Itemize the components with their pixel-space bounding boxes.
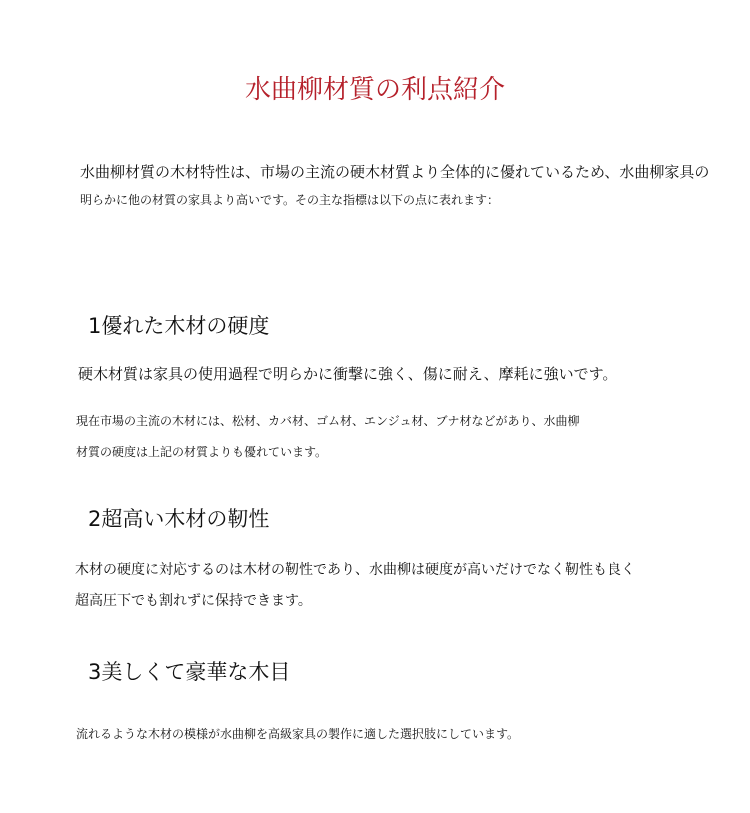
intro-line-1: 水曲柳材質の木材特性は、市場の主流の硬木材質より全体的に優れているため、水曲柳家具の: [80, 163, 710, 181]
section-heading-hardness: 1優れた木材の硬度: [88, 314, 270, 338]
section-body-grain: 流れるような木材の模様が水曲柳を高級家具の製作に適した選択肢にしています。: [76, 727, 520, 741]
section-detail-line-2: 材質の硬度は上記の材質よりも優れています。: [76, 445, 328, 459]
page-title: 水曲柳材質の利点紹介: [244, 75, 505, 105]
section-body-line-2: 超高圧下でも割れずに保持できます。: [75, 593, 312, 609]
intro-line-2: 明らかに他の材質の家具より高いです。その主な指標は以下の点に表れます：: [80, 193, 500, 207]
section-body-line-1: 木材の硬度に対応するのは木材の靭性であり、水曲柳は硬度が高いだけでなく靭性も良く: [75, 562, 635, 578]
section-heading-toughness: 2超高い木材の靭性: [88, 507, 270, 531]
section-lead-hardness: 硬木材質は家具の使用過程で明らかに衝撃に強く、傷に耐え、摩耗に強いです。: [78, 365, 618, 383]
section-heading-grain: 3美しくて豪華な木目: [88, 660, 291, 684]
section-detail-line-1: 現在市場の主流の木材には、松材、カバ材、ゴム材、エンジュ材、ブナ材などがあり、水曲柳: [76, 414, 580, 428]
